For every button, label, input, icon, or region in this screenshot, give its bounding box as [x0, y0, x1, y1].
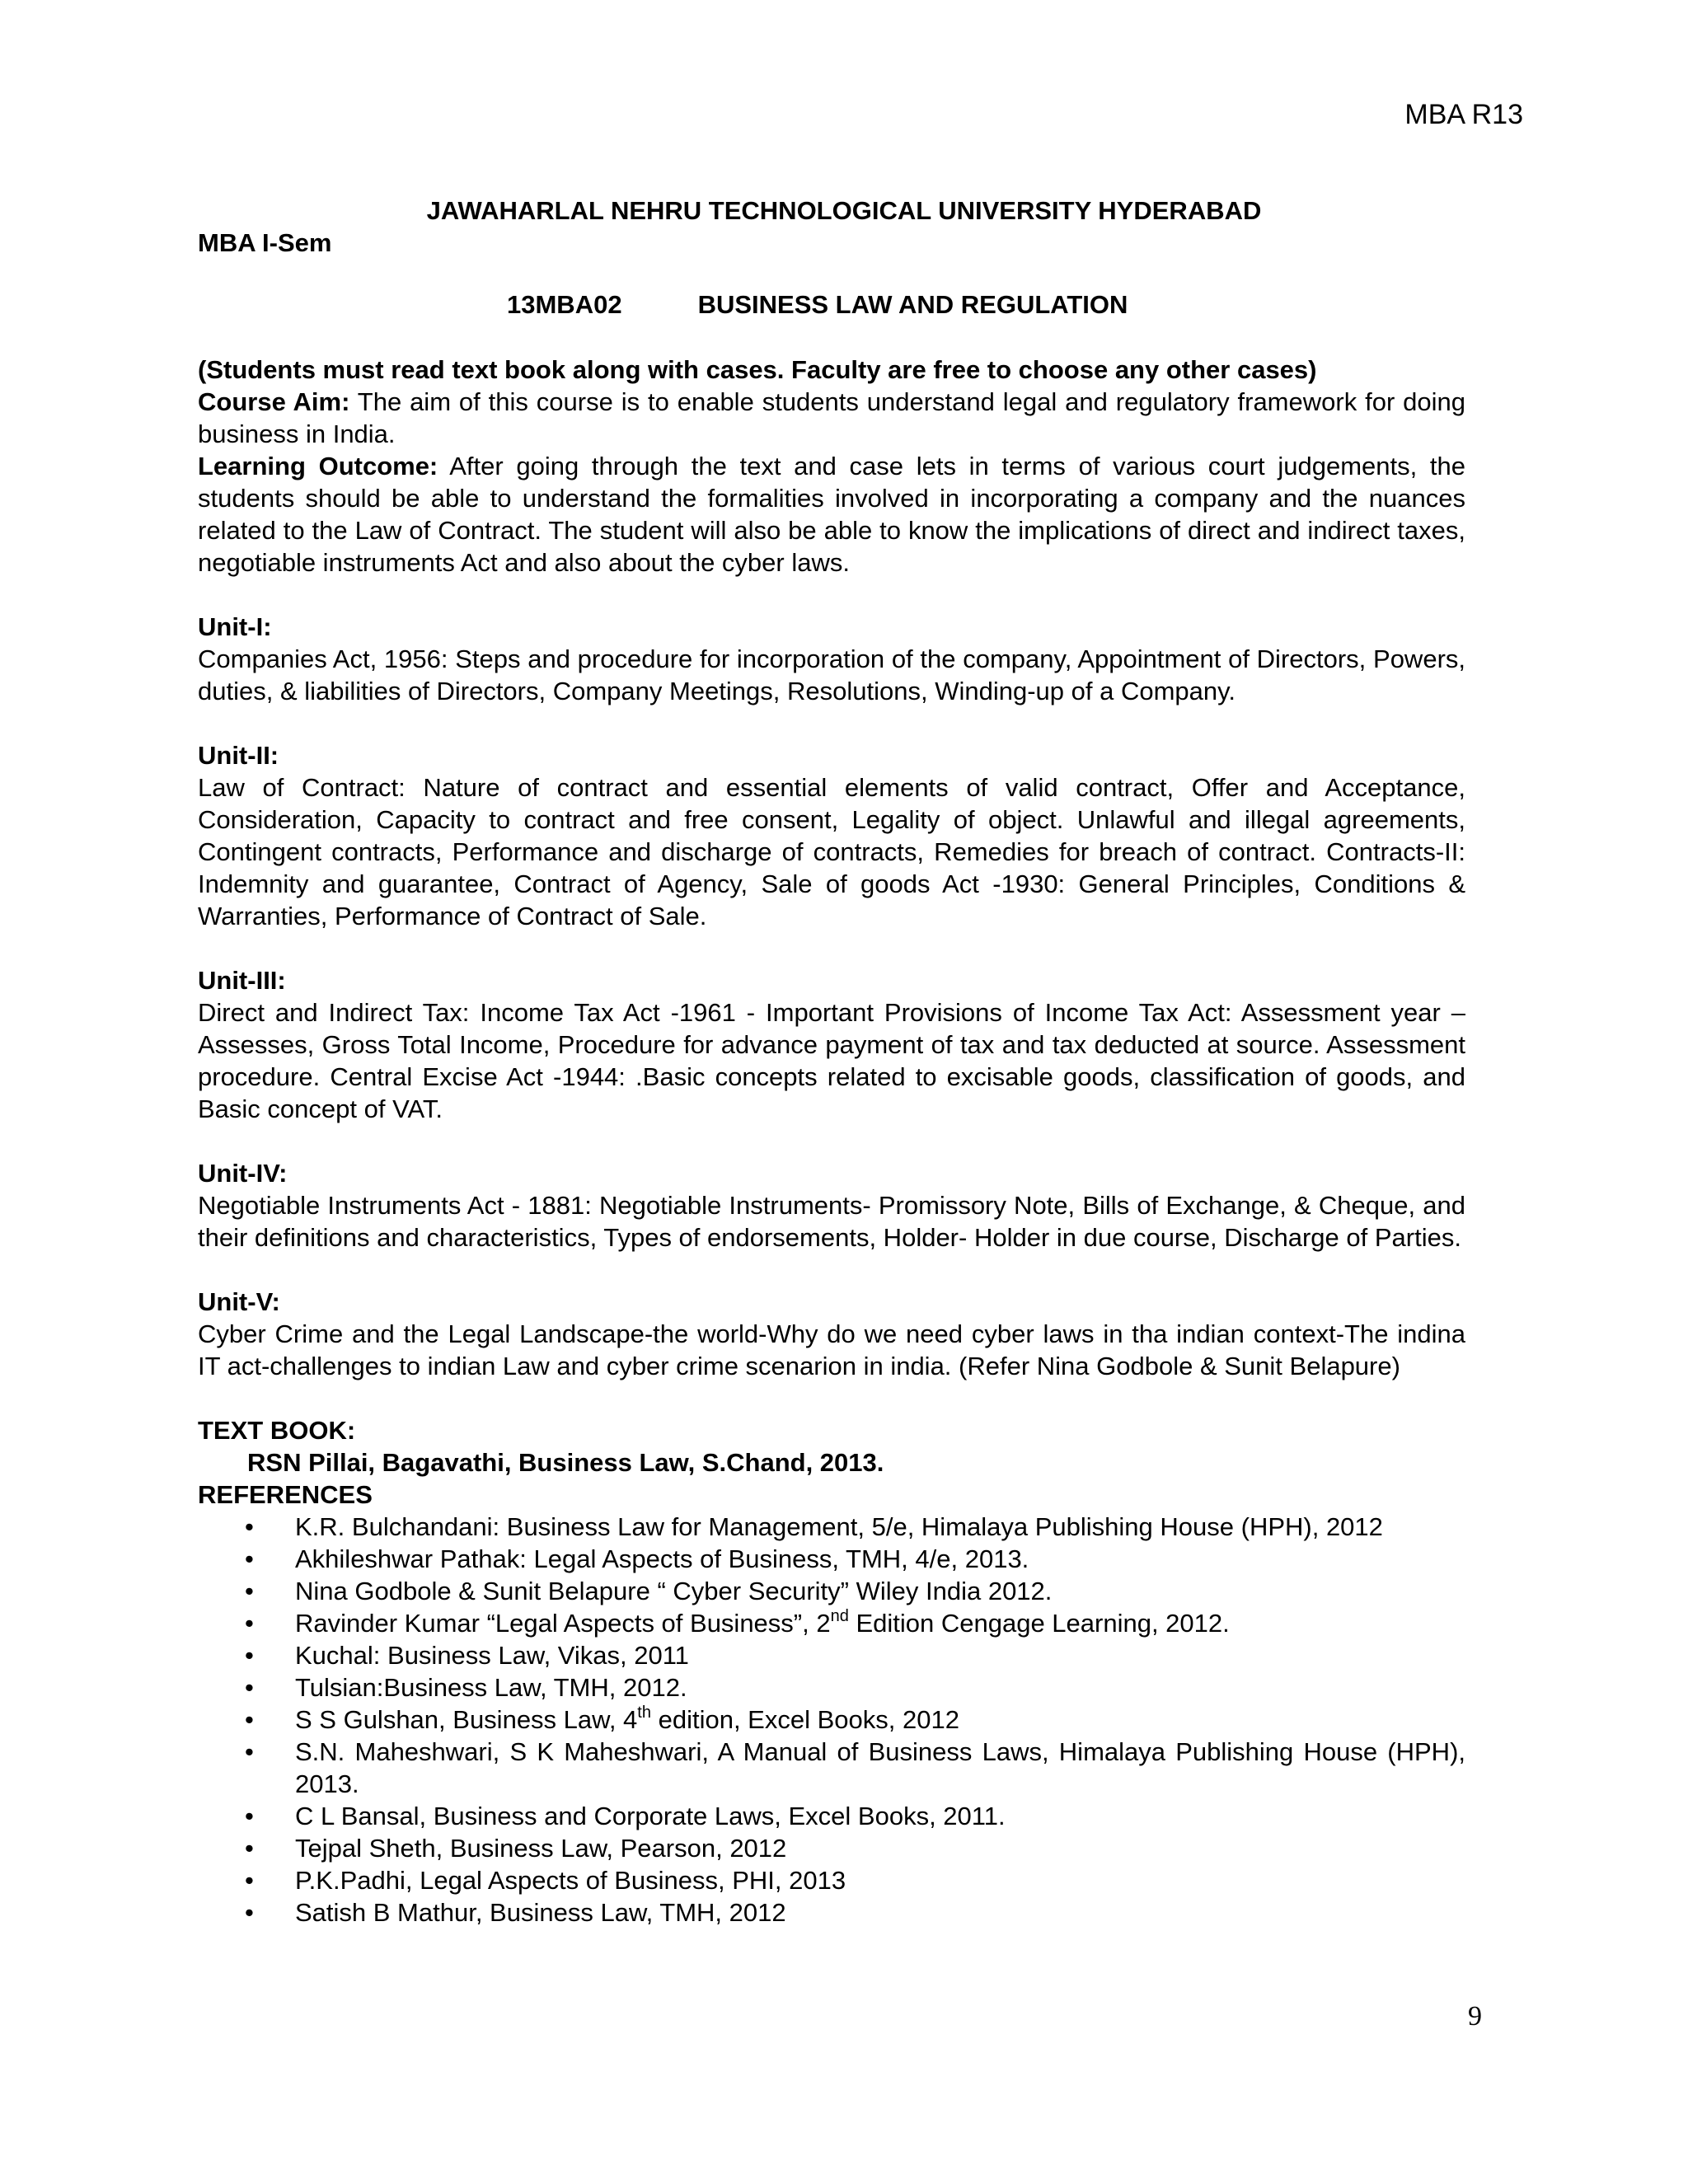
syllabus-body	[198, 354, 1465, 1929]
semester-label: MBA I-Sem	[198, 228, 332, 257]
bullet-icon: •	[245, 1834, 254, 1863]
unit-3-text: Direct and Indirect Tax: Income Tax Act -1961 - Important Provisions of Income Tax Act: Assessment year –Assesses, Gross Total Income, Procedure for advance payment of tax and tax deducted at source. Assessment procedure. Central Excise Act -1944: .Basic concepts related to excisable goods, classification of goods, and Basic concept of VAT.	[198, 998, 1465, 1123]
course-title: BUSINESS LAW AND REGULATION	[697, 290, 1128, 319]
university-title: JAWAHARLAL NEHRU TECHNOLOGICAL UNIVERSITY HYDERABAD	[426, 196, 1262, 225]
reference-item: • Nina Godbole & Sunit Belapure “ Cyber Security” Wiley India 2012.	[245, 1577, 1053, 1605]
students-note: (Students must read text book along with cases. Faculty are free to choose any other cases)	[198, 355, 1317, 384]
bullet-icon: •	[245, 1898, 254, 1927]
learning-outcome	[198, 450, 1465, 579]
reference-item: • Ravinder Kumar “Legal Aspects of Business”, 2nd Edition Cengage Learning, 2012.	[245, 1607, 1230, 1638]
bullet-icon: •	[245, 1737, 254, 1766]
reference-item: • K.R. Bulchandani: Business Law for Management, 5/e, Himalaya Publishing House (HPH), 2012	[245, 1512, 1383, 1541]
references-label: REFERENCES	[198, 1480, 373, 1509]
page-number: 9	[1468, 2001, 1482, 2032]
learning-outcome-label: Learning Outcome:	[198, 452, 438, 480]
bullet-icon: •	[245, 1577, 254, 1605]
reference-item: • Tejpal Sheth, Business Law, Pearson, 2012	[245, 1834, 787, 1863]
unit-1-text: Companies Act, 1956: Steps and procedure for incorporation of the company, Appointment of Directors, Powers, duties, & liabilities of Directors, Company Meetings, Resolutions, Winding-up of a Company.	[198, 644, 1465, 705]
bullet-icon: •	[245, 1673, 254, 1702]
unit-2-title: Unit-II:	[198, 741, 279, 770]
unit-4-text: Negotiable Instruments Act - 1881: Negotiable Instruments- Promissory Note, Bills of Exchange, & Cheque, and their definitions and characteristics, Types of endorsements, Holder- Holder in due course, Discharge of Parties.	[198, 1191, 1465, 1252]
header-code: MBA R13	[1404, 99, 1523, 130]
bullet-icon: •	[245, 1512, 254, 1541]
unit-5-text: Cyber Crime and the Legal Landscape-the world-Why do we need cyber laws in tha indian context-The indina IT act-challenges to indian Law and cyber crime scenarion in india. (Refer Nina Godbole & Sunit Belapure)	[198, 1319, 1465, 1380]
course-aim-label: Course Aim:	[198, 387, 350, 416]
unit-1-title: Unit-I:	[198, 612, 272, 641]
reference-item: • Akhileshwar Pathak: Legal Aspects of Business, TMH, 4/e, 2013.	[245, 1544, 1029, 1573]
reference-item: • C L Bansal, Business and Corporate Laws, Excel Books, 2011.	[245, 1802, 1006, 1830]
reference-item: • Kuchal: Business Law, Vikas, 2011	[245, 1641, 689, 1670]
textbook-label: TEXT BOOK:	[198, 1416, 356, 1445]
unit-2-text: Law of Contract: Nature of contract and essential elements of valid contract, Offer and Acceptance, Consideration, Capacity to contract and free consent, Legality of object. Unlawful and illegal agreements, Contingent contracts, Performance and discharge of contracts, Remedies for breach of contract. Contracts-II: Indemnity and guarantee, Contract of Agency, Sale of goods Act -1930: General Principles, Conditions & Warranties, Performance of Contract of Sale.	[198, 773, 1465, 930]
bullet-icon: •	[245, 1705, 254, 1734]
bullet-icon: •	[245, 1802, 254, 1830]
course-aim	[198, 386, 1465, 450]
unit-5-title: Unit-V:	[198, 1287, 280, 1316]
unit-4-title: Unit-IV:	[198, 1159, 288, 1188]
reference-item: • P.K.Padhi, Legal Aspects of Business, PHI, 2013	[245, 1866, 846, 1895]
bullet-icon: •	[245, 1866, 254, 1895]
bullet-icon: •	[245, 1609, 254, 1638]
reference-item: • S S Gulshan, Business Law, 4th edition, Excel Books, 2012	[245, 1704, 959, 1734]
unit-3-title: Unit-III:	[198, 966, 286, 995]
bullet-icon: •	[245, 1544, 254, 1573]
bullet-icon: •	[245, 1641, 254, 1670]
learning-outcome-text: After going through the text and case lets in terms of various court judgements, the students should be able to understand the formalities involved in incorporating a company and the nuances related to the Law of Contract. The student will also be able to know the implications of direct and indirect taxes, negotiable instruments Act and also about the cyber laws.	[198, 452, 1465, 577]
course-code: 13MBA02	[507, 290, 622, 319]
course-aim-text: The aim of this course is to enable students understand legal and regulatory framework for doing business in India.	[198, 387, 1466, 448]
references-list	[198, 1511, 1465, 1929]
reference-item: • S.N. Maheshwari, S K Maheshwari, A Manual of Business Laws, Himalaya Publishing House (HPH), 2013.	[245, 1737, 1465, 1798]
reference-item: • Satish B Mathur, Business Law, TMH, 2012	[245, 1898, 786, 1927]
course-heading	[507, 290, 1128, 320]
reference-item: • Tulsian:Business Law, TMH, 2012.	[245, 1673, 687, 1702]
textbook-entry: RSN Pillai, Bagavathi, Business Law, S.Chand, 2013.	[247, 1448, 884, 1477]
